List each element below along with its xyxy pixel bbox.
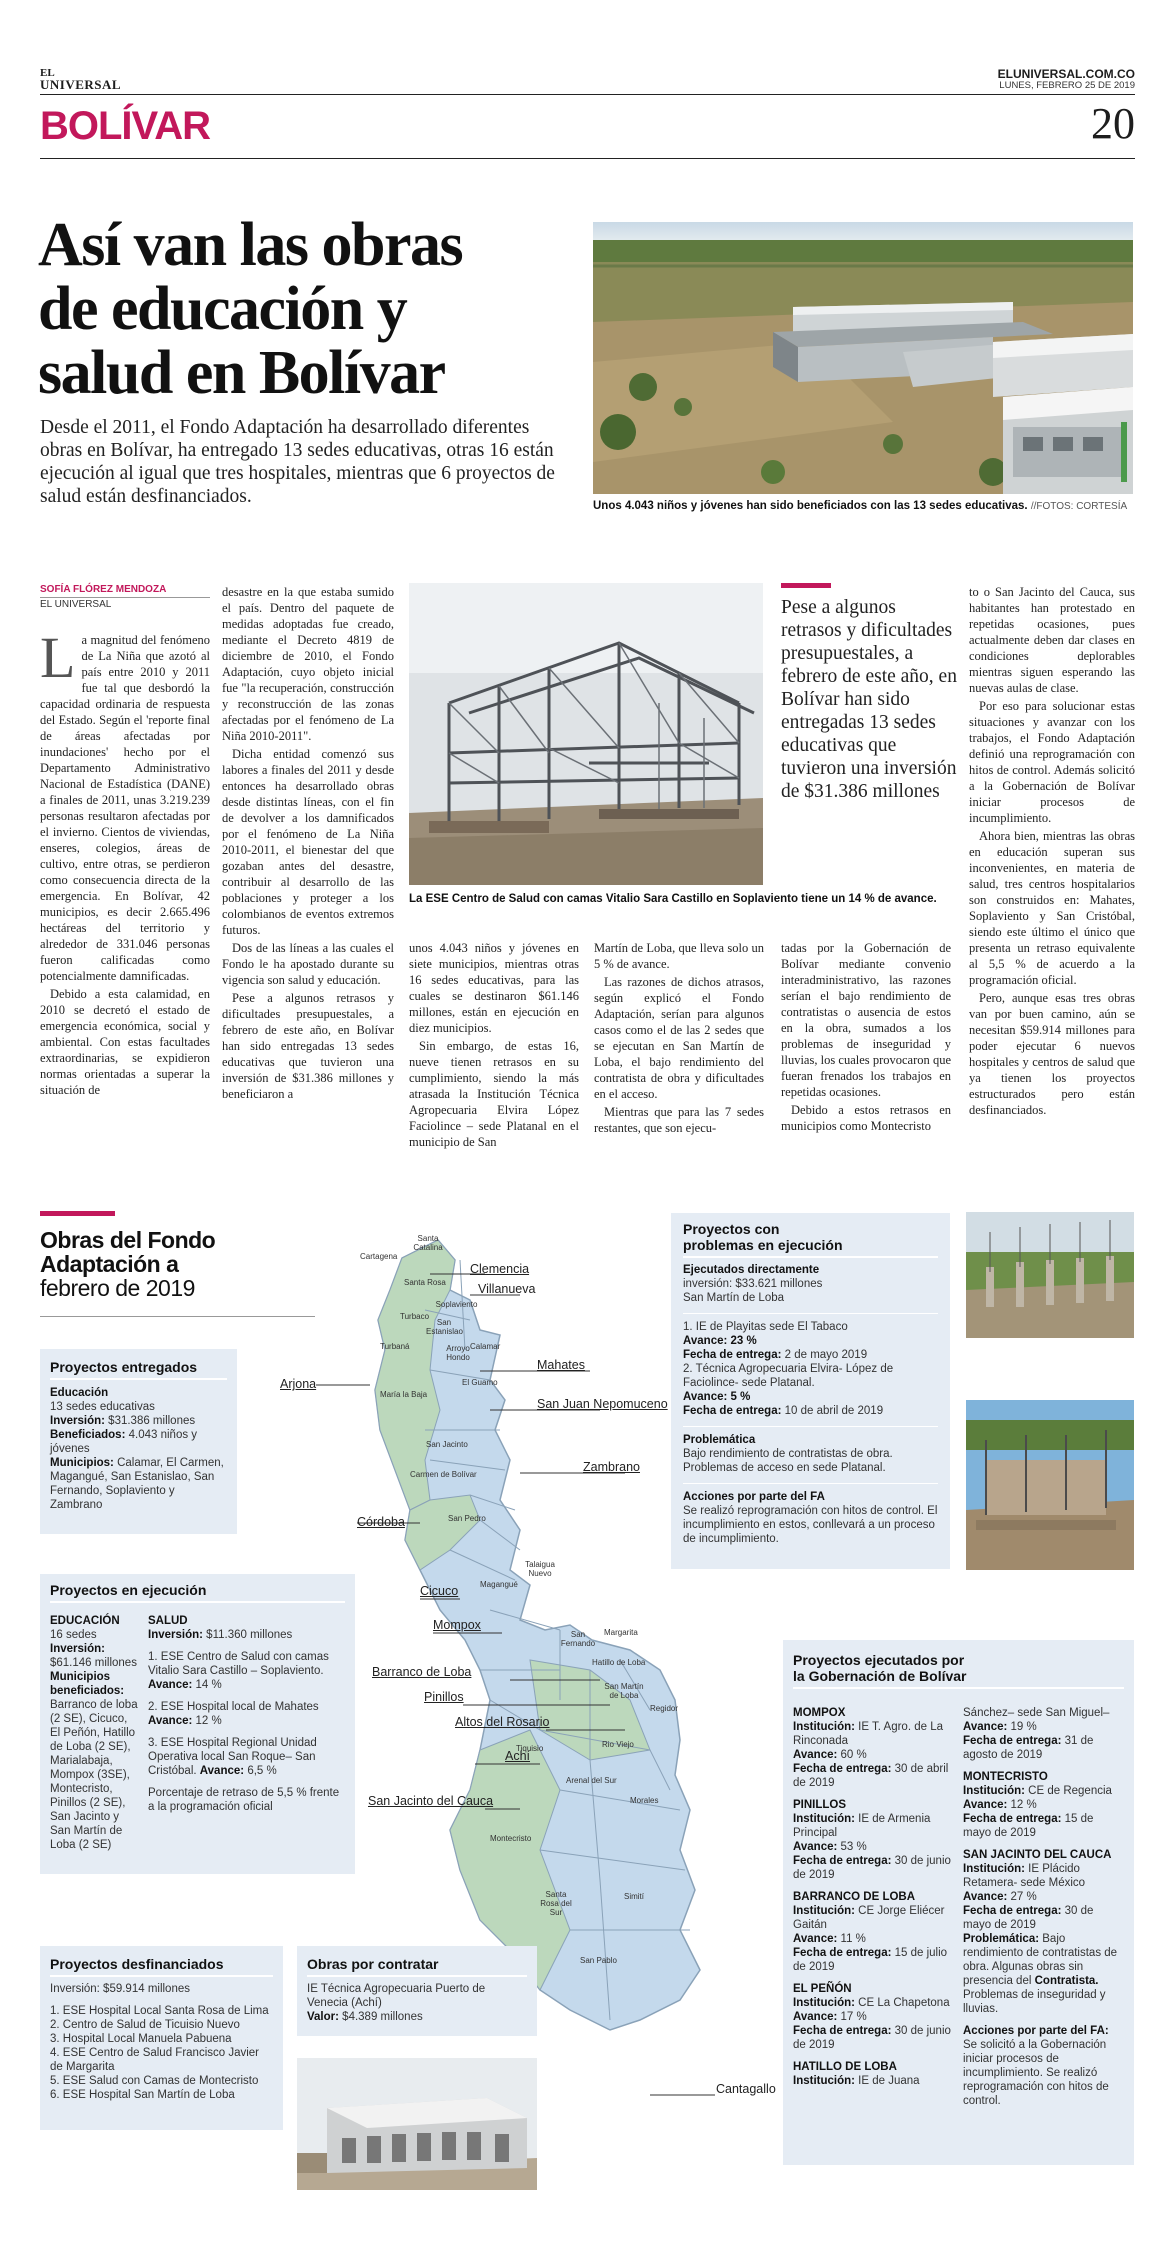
box-line — [50, 1428, 227, 1456]
map-municipality: Calamar — [470, 1342, 501, 1351]
page-number: 20 — [1091, 99, 1135, 148]
title-line: Proyectos ejecutados por — [793, 1652, 965, 1668]
box-line — [793, 1854, 953, 1882]
paragraph: Por eso para solucionar estas situaciones y avanzar con los trabajos, el Fondo Adaptación definió una reprogramación con hitos de control. Además solicitó a la Gobernación de Bolívar iniciar procesos de incumplimiento. — [969, 699, 1135, 825]
box-value: 15 de julio de 2019 — [793, 1947, 948, 1973]
map-municipality: Magangué — [480, 1580, 518, 1589]
box-value: 10 de abril de 2019 — [784, 1405, 884, 1417]
title-line: la Gobernación de Bolívar — [793, 1668, 967, 1684]
caption-text: Unos 4.043 niños y jóvenes han sido beneficiados con las 13 sedes educativas. — [593, 500, 1028, 512]
box-line — [683, 1404, 938, 1418]
map-label-barranco: Barranco de Loba — [372, 1665, 472, 1679]
photo-building — [297, 2058, 537, 2190]
box-value: Bajo rendimiento de contratistas de obra. Algunas obras sin presencia del — [963, 1933, 1118, 1987]
box-line — [683, 1348, 938, 1362]
paragraph: desastre en la que estaba sumido el país. Dentro del paquete de medidas adoptadas fue creado, mediante el Decreto 4819 de diciembre de 2010, el Fondo Adaptación, cuyo objeto inicial fue "la recuperación, construcción y reconstrucción de las zonas afectadas por el fenómeno de La Niña 2010-2011". — [222, 585, 394, 743]
box-label: Fecha de entrega: — [793, 2025, 892, 2037]
map-label-cordoba: Córdoba — [357, 1515, 405, 1529]
box-line — [50, 1670, 138, 1852]
box-line — [793, 1748, 953, 1762]
box-subtitle: Acciones por parte del FA: — [963, 2025, 1109, 2037]
map-municipality: Arroyo Hondo — [446, 1344, 470, 1362]
box-label: Institución: — [793, 1721, 855, 1733]
box-line — [963, 1812, 1123, 1840]
photo-mid-caption: La ESE Centro de Salud con camas Vitalio Sara Castillo en Soplaviento tiene un 14 % de avance. — [409, 893, 937, 905]
list-item: 4. ESE Centro de Salud Francisco Javier de Margarita — [50, 2047, 260, 2073]
box-label: Institución: — [793, 1813, 855, 1825]
map-municipality: Turbaná — [380, 1342, 410, 1351]
box-line: inversión: $33.621 millones — [683, 1278, 823, 1290]
box-title — [683, 1221, 938, 1258]
map-municipality: Santa Catalina — [413, 1234, 443, 1252]
education-subcolumn — [50, 1614, 138, 1852]
paragraph: a magnitud del fenómeno de La Niña que azotó al país entre 2010 y 2011 fue tal que desbordó la capacidad ordinaria de respuesta del Estado. Según el 'reporte final de áreas afectadas por inundaciones' hecho por el Departamento Administrativo Nacional de Estadística (DANE) a finales de 2011, unas 3.219.239 personas resultaron afectadas por el invierno. Cientos de viviendas, enseres, colegios, áreas de cultivo, entre otras, se perdieron como consecuencia directa de la emergencia. En Bolívar, 42 municipios, es decir 2.665.496 hectáreas del territorio y alrededor de 331.046 personas fueron calificadas como potencialmente damnificadas. — [40, 633, 210, 983]
paragraph: unos 4.043 niños y jóvenes en siete municipios, mientras otras 16 sedes educativas, para las cuales se destinaron $61.146 millones, están en ejecución en diez municipios. — [409, 941, 579, 1035]
town-name: SAN JACINTO DEL CAUCA — [963, 1849, 1112, 1861]
paragraph: Las razones de dichos atrasos, según explicó el Fondo Adaptación, serían para algunos casos como el de las 2 sedes que se ejecutan en San Martín de Loba, el bajo rendimiento del contratista de obra y dificultades en el acceso. — [594, 975, 764, 1101]
paragraph: to o San Jacinto del Cauca, sus habitantes han protestado en repetidas ocasiones, pues actualmente deben dar clases en condiciones deplorables mientras siguen esperando las nuevas aulas de clase. — [969, 585, 1135, 695]
box-line — [793, 2074, 953, 2088]
box-value: 17 % — [840, 2011, 867, 2023]
map-municipality: Simití — [624, 1892, 644, 1901]
box-desfinanciados — [40, 1946, 283, 2130]
box-label: Avance: — [148, 1715, 193, 1727]
box-label: Fecha de entrega: — [683, 1405, 782, 1417]
box-value: 12 % — [195, 1715, 222, 1727]
box-label: Avance: — [793, 1841, 838, 1853]
title-line: febrero de 2019 — [40, 1275, 195, 1301]
box-label: Fecha de entrega: — [793, 1763, 892, 1775]
box-label: Fecha de entrega: — [793, 1855, 892, 1867]
title-line: problemas en ejecución — [683, 1237, 843, 1253]
map-municipality: San Pablo — [580, 1956, 617, 1965]
box-value: 60 % — [840, 1749, 867, 1761]
box-line — [148, 1628, 348, 1642]
box-title: Obras por contratar — [307, 1956, 527, 1977]
box-line: Se realizó reprogramación con hitos de control. El incumplimiento en estos, conllevará a un proceso de incumplimiento. — [683, 1505, 938, 1545]
box-problemas — [671, 1213, 950, 1569]
headline-line: salud en Bolívar — [38, 339, 445, 407]
box-line — [793, 1904, 953, 1932]
map-label-achi: Achí — [505, 1749, 531, 1763]
box-line: 13 sedes educativas — [50, 1401, 155, 1413]
box-line: Avance: 5 % — [683, 1391, 751, 1403]
box-label: Problemática: — [963, 1933, 1040, 1945]
map-municipality: Hatillo de Loba — [592, 1658, 646, 1667]
map-municipality: Montecristo — [490, 1834, 532, 1843]
box-line — [963, 1890, 1123, 1904]
map-municipality: Talaigua Nuevo — [525, 1560, 555, 1578]
map-municipality: San Martín de Loba — [604, 1682, 644, 1700]
box-value: 31 de agosto de 2019 — [963, 1735, 1094, 1761]
map-label-villanueva: Villanueva — [478, 1282, 536, 1296]
box-label: Institución: — [793, 1905, 855, 1917]
box-label: Fecha de entrega: — [683, 1349, 782, 1361]
box-label: Institución: — [963, 1863, 1025, 1875]
paragraph: Sin embargo, de estas 16, nueve tienen retrasos en su cumplimiento, siendo la más atrasada la Institución Técnica Agropecuaria Elvira López Faciolince – sede Platanal en el municipio de San — [409, 1039, 579, 1149]
box-label: Institución: — [793, 2075, 855, 2087]
box-value: 14 % — [195, 1679, 222, 1691]
box-line — [793, 2024, 953, 2052]
gobernacion-col-1 — [793, 1706, 953, 2088]
box-value: Calamar, El Carmen, Magangué, San Estanislao, San Fernando, Soplaviento y Zambrano — [50, 1457, 224, 1511]
lead-paragraph: Desde el 2011, el Fondo Adaptación ha desarrollado diferentes obras en Bolívar, ha entregado 13 sedes educativas, otras 16 están ejecución al igual que tres hospitales, mientras que 6 proyectos de salud están desfinanciados. — [40, 417, 555, 507]
drop-cap: L — [40, 625, 76, 690]
box-line — [50, 1414, 227, 1428]
box-label: Avance: — [963, 1799, 1008, 1811]
map-municipality: Margarita — [604, 1628, 638, 1637]
box-value: $11.360 millones — [206, 1629, 293, 1641]
box-line — [793, 1946, 953, 1974]
box-value: Barranco de loba (2 SE), Cicuco, El Peñón, Hatillo de Loba (2 SE), Marialabaja, Mompox (3SE), Montecristo, Pinillos (2 SE), San Jacinto y San Martín de Loba (2 SE) — [50, 1699, 138, 1851]
box-label: Institución: — [963, 1785, 1025, 1797]
box-label: Avance: — [963, 1891, 1008, 1903]
photo-credit: //FOTOS: CORTESÍA — [1030, 501, 1128, 512]
site-illustration — [966, 1400, 1134, 1570]
box-value: 15 de mayo de 2019 — [963, 1813, 1094, 1839]
town-name: PINILLOS — [793, 1799, 847, 1811]
box-line: Sánchez– sede San Miguel– — [963, 1707, 1110, 1719]
map-municipality: San Estanislao — [426, 1318, 463, 1336]
box-ejecucion — [40, 1574, 355, 1874]
town-name: EL PEÑÓN — [793, 1983, 852, 1995]
box-line — [793, 1840, 953, 1854]
town-name: HATILLO DE LOBA — [793, 2061, 897, 2073]
box-label: Fecha de entrega: — [793, 1947, 892, 1959]
map-municipality: Soplaviento — [435, 1300, 478, 1309]
box-label: Inversión: — [50, 1415, 105, 1427]
box-value: IE de Armenia Principal — [793, 1813, 931, 1839]
headline-line: Así van las obras — [38, 211, 463, 279]
box-value: 53 % — [840, 1841, 867, 1853]
box-value: $61.146 millones — [50, 1657, 137, 1669]
map-municipality: Cartagena — [360, 1252, 398, 1261]
map-municipality: Carmen de Bolívar — [410, 1470, 477, 1479]
box-subtitle: EDUCACIÓN — [50, 1615, 120, 1627]
box-line — [50, 1386, 227, 1400]
map-municipality: Santa Rosa — [404, 1278, 446, 1287]
site-illustration — [966, 1212, 1134, 1338]
box-value: CE La Chapetona — [858, 1997, 950, 2009]
box-value: 30 de abril de 2019 — [793, 1763, 949, 1789]
map-municipality: Morales — [630, 1796, 659, 1805]
box-line: 1. IE de Playitas sede El Tabaco — [683, 1321, 848, 1333]
box-value: $4.389 millones — [342, 2011, 423, 2023]
map-municipality: San Jacinto — [426, 1440, 468, 1449]
paragraph: Mientras que para las 7 sedes restantes, que son ejecu- — [594, 1105, 764, 1135]
box-label: Municipios beneficiados: — [50, 1671, 125, 1697]
box-line — [307, 2010, 527, 2024]
box-line: Avance: 23 % — [683, 1335, 757, 1347]
box-line — [50, 1456, 227, 1512]
box-line — [963, 1734, 1123, 1762]
logo-bottom: UNIVERSAL — [40, 77, 122, 92]
box-subtitle: SALUD — [148, 1615, 188, 1627]
paragraph: Martín de Loba, que lleva solo un 5 % de avance. — [594, 941, 764, 971]
box-value: 19 % — [1010, 1721, 1037, 1733]
paragraph: Debido a estos retrasos en municipios como Montecristo — [781, 1103, 951, 1133]
box-line — [963, 1798, 1123, 1812]
box-title — [793, 1652, 1124, 1689]
box-subtitle: Acciones por parte del FA — [683, 1491, 825, 1503]
box-label: Avance: — [963, 1721, 1008, 1733]
title-line: Adaptación a — [40, 1251, 179, 1277]
map-municipality: Tiquisio — [516, 1744, 544, 1753]
box-label: Beneficiados: — [50, 1429, 126, 1441]
town-name: MOMPOX — [793, 1707, 846, 1719]
paragraph: Dicha entidad comenzó sus labores a finales del 2011 y desde entonces ha desarrollado obras desde distintas líneas, con el fin de devolver a los damnificados por el fenómeno de La Niña 2010-2011, el bienestar del que gozaban antes del desastre, contribuir al desarrollo de las poblaciones y proteger a los colombianos de eventos extremos futuros. — [222, 747, 394, 937]
box-value: IE de Juana — [858, 2075, 920, 2087]
map-municipality: San Fernando — [560, 1630, 596, 1648]
byline-paper: EL UNIVERSAL — [40, 597, 210, 611]
box-label: Educación — [50, 1387, 109, 1399]
box-label: Fecha de entrega: — [963, 1735, 1062, 1747]
box-value: CE Jorge Eliécer Gaitán — [793, 1905, 945, 1931]
map-label-mompox: Mompox — [433, 1618, 481, 1632]
box-line — [148, 1650, 348, 1692]
paragraph: tadas por la Gobernación de Bolívar mediante convenio interadministrativo, las razones serían el bajo rendimiento de contratistas o ausencia de estos en la obra, sumados a los problemas de inseguridad y lluvias, los cuales provocaron que fueran frenados los trabajos en repetidas ocasiones. — [781, 941, 951, 1099]
box-subtitle: Problemática — [683, 1434, 756, 1446]
box-label: Fecha de entrega: — [963, 1813, 1062, 1825]
list-item: 6. ESE Hospital San Martín de Loba — [50, 2089, 235, 2101]
box-label: Contratista. — [1034, 1975, 1099, 1987]
box-value: 30 de junio de 2019 — [793, 2025, 951, 2051]
box-line — [793, 1762, 953, 1790]
box-line: Inversión: $59.914 millones — [50, 1983, 190, 1995]
title-line: Proyectos con — [683, 1221, 780, 1237]
site-url[interactable]: ELUNIVERSAL.COM.CO — [997, 67, 1135, 81]
paragraph: Debido a esta calamidad, en 2010 se decretó el estado de emergencia económica, social y ambiental. Con estas facultades extraordinarias, se expidieron normas orientadas a superar la situación de — [40, 987, 210, 1097]
box-line: San Martín de Loba — [683, 1292, 785, 1304]
box-line — [148, 1700, 348, 1728]
photo-site-1 — [966, 1212, 1134, 1338]
box-value: IE Plácido Retamera- sede México — [963, 1863, 1086, 1889]
box-value: 11 % — [840, 1933, 866, 1945]
box-label: Avance: — [793, 2011, 838, 2023]
building-illustration — [297, 2058, 537, 2190]
map-label-arjona: Arjona — [280, 1377, 317, 1391]
box-value: 2 de mayo 2019 — [784, 1349, 868, 1361]
section-name: BOLÍVAR — [40, 104, 211, 148]
map-municipality: María la Baja — [380, 1390, 428, 1399]
map-label-cicuco: Cicuco — [420, 1584, 459, 1598]
box-label: Avance: — [199, 1765, 245, 1777]
box-label: Inversión: — [148, 1629, 203, 1641]
box-title: Proyectos en ejecución — [50, 1582, 345, 1603]
map-municipality: Turbaco — [400, 1312, 430, 1321]
box-value: 30 de mayo de 2019 — [963, 1905, 1094, 1931]
map-label-cantagallo: Cantagallo — [716, 2082, 776, 2096]
box-line: IE Técnica Agropecuaria Puerto de Venecia (Achí) — [307, 1983, 486, 2009]
byline-author: SOFÍA FLÓREZ MENDOZA — [40, 584, 167, 595]
paragraph: Pero, aunque esas tres obras van por buen camino, aún se necesitan $59.914 millones para poder ejecutar 6 nuevos hospitales y centros de salud que ya tienen los proyectos estructurados pero están desfinanciados. — [969, 991, 1135, 1117]
box-entregados — [40, 1349, 237, 1534]
box-line — [793, 1720, 953, 1748]
box-value: IE T. Agro. de La Rinconada — [793, 1721, 943, 1747]
photo-site-2 — [966, 1400, 1134, 1570]
edition-date: LUNES, FEBRERO 25 DE 2019 — [999, 80, 1135, 91]
list-item: 1. ESE Hospital Local Santa Rosa de Lima — [50, 2005, 269, 2017]
map-municipality: Arenal del Sur — [566, 1776, 617, 1785]
title-line: Obras del Fondo — [40, 1227, 216, 1253]
map-municipality: El Guamo — [462, 1378, 498, 1387]
paragraph: Pese a algunos retrasos y dificultades presupuestales, a febrero de este año, en Bolívar han sido entregadas 13 sedes educativas que tuvieron una inversión de $31.386 millones y beneficiaron a — [222, 991, 394, 1101]
box-title: Proyectos desfinanciados — [50, 1956, 273, 1977]
box-title: Proyectos entregados — [50, 1359, 227, 1380]
box-value: 6,5 % — [247, 1765, 277, 1777]
headline-line: de educación y — [38, 275, 407, 343]
map-label-altos: Altos del Rosario — [455, 1715, 550, 1729]
box-line: Se solicitó a la Gobernación iniciar procesos de incumplimiento. Se realizó reprogramación con hitos de control. — [963, 2039, 1109, 2107]
town-name: BARRANCO DE LOBA — [793, 1891, 916, 1903]
box-line: 16 sedes — [50, 1629, 97, 1641]
box-value: $31.386 millones — [108, 1415, 196, 1427]
map-label-clemencia: Clemencia — [470, 1262, 530, 1276]
map-label-zambrano: Zambrano — [583, 1460, 640, 1474]
box-value: 12 % — [1010, 1799, 1037, 1811]
town-name: MONTECRISTO — [963, 1771, 1048, 1783]
gobernacion-col-2 — [963, 1706, 1123, 2108]
box-line — [963, 1904, 1123, 1932]
box-label: Avance: — [148, 1679, 193, 1691]
box-subtitle: Ejecutados directamente — [683, 1264, 820, 1276]
map-label-sanjuan: San Juan Nepomuceno — [537, 1397, 668, 1411]
desfinanciados-list — [50, 2004, 273, 2102]
box-line — [963, 1932, 1123, 2016]
box-line — [793, 1812, 953, 1840]
box-value: CE de Regencia — [1028, 1785, 1112, 1797]
box-label: Fecha de entrega: — [963, 1905, 1062, 1917]
box-line — [963, 1862, 1123, 1890]
box-item: 3. ESE Hospital Regional Unidad Operativa local San Roque– San Cristóbal. — [148, 1737, 317, 1777]
box-line — [793, 1932, 953, 1946]
box-line — [50, 1642, 138, 1670]
box-label: Municipios: — [50, 1457, 114, 1469]
box-value: 27 % — [1010, 1891, 1037, 1903]
box-contratar — [297, 1946, 537, 2036]
box-line: Porcentaje de retraso de 5,5 % frente a la programación oficial — [148, 1787, 340, 1813]
box-value: 30 de junio de 2019 — [793, 1855, 951, 1881]
box-line: Bajo rendimiento de contratistas de obra. Problemas de acceso en sede Platanal. — [683, 1448, 893, 1474]
map-label-pinillos: Pinillos — [424, 1690, 464, 1704]
box-label: Inversión: — [50, 1643, 105, 1655]
box-item: 1. ESE Centro de Salud con camas Vitalio Sara Castillo – Soplaviento. — [148, 1651, 329, 1677]
map-municipality: Rio Viejo — [602, 1740, 634, 1749]
health-subcolumn — [148, 1614, 348, 1814]
box-label: Avance: — [793, 1933, 838, 1945]
list-item: 3. Hospital Local Manuela Pabuena — [50, 2033, 232, 2045]
list-item: 5. ESE Salud con Camas de Montecristo — [50, 2075, 259, 2087]
box-line — [793, 1996, 953, 2010]
box-line — [963, 1720, 1123, 1734]
paragraph: Dos de las líneas a las cuales el Fondo le ha apostado durante su vigencia son salud y educación. — [222, 941, 394, 987]
box-line — [963, 1784, 1123, 1798]
box-line — [148, 1736, 348, 1778]
map-municipality: Regidor — [650, 1704, 679, 1713]
box-label: Valor: — [307, 2011, 339, 2023]
paragraph: Ahora bien, mientras las obras en educación superan sus inconvenientes, en materia de salud, tres centros hospitalarios son construidos en: Mahates, Soplaviento y San Cristóbal, siendo este último el único que presenta un retraso equivalente al 5,5 % de acuerdo a la programación oficial. — [969, 829, 1135, 987]
box-value: Problemas de inseguridad y lluvias. — [963, 1989, 1106, 2015]
box-label: Avance: — [793, 1749, 838, 1761]
logo-top: EL — [40, 67, 55, 79]
map-municipality: Santa Rosa del Sur — [540, 1890, 572, 1917]
map-label-sanjacinto: San Jacinto del Cauca — [368, 1794, 494, 1808]
list-item: 2. Centro de Salud de Ticuisio Nuevo — [50, 2019, 240, 2031]
map-label-mahates: Mahates — [537, 1358, 585, 1372]
map-municipality: San Pedro — [448, 1514, 486, 1523]
box-line — [793, 2010, 953, 2024]
pullquote: Pese a algunos retrasos y dificultades presupuestales, a febrero de este año, en Bolívar han sido entregadas 13 sedes educativas que tuvieron una inversión de $31.386 millones — [781, 597, 957, 802]
box-label: Institución: — [793, 1997, 855, 2009]
box-item: 2. ESE Hospital local de Mahates — [148, 1701, 319, 1713]
box-value: 4.043 niños y jóvenes — [50, 1429, 198, 1455]
box-gobernacion — [783, 1640, 1134, 2165]
box-line: 2. Técnica Agropecuaria Elvira- López de Faciolince- sede Platanal. — [683, 1363, 894, 1389]
